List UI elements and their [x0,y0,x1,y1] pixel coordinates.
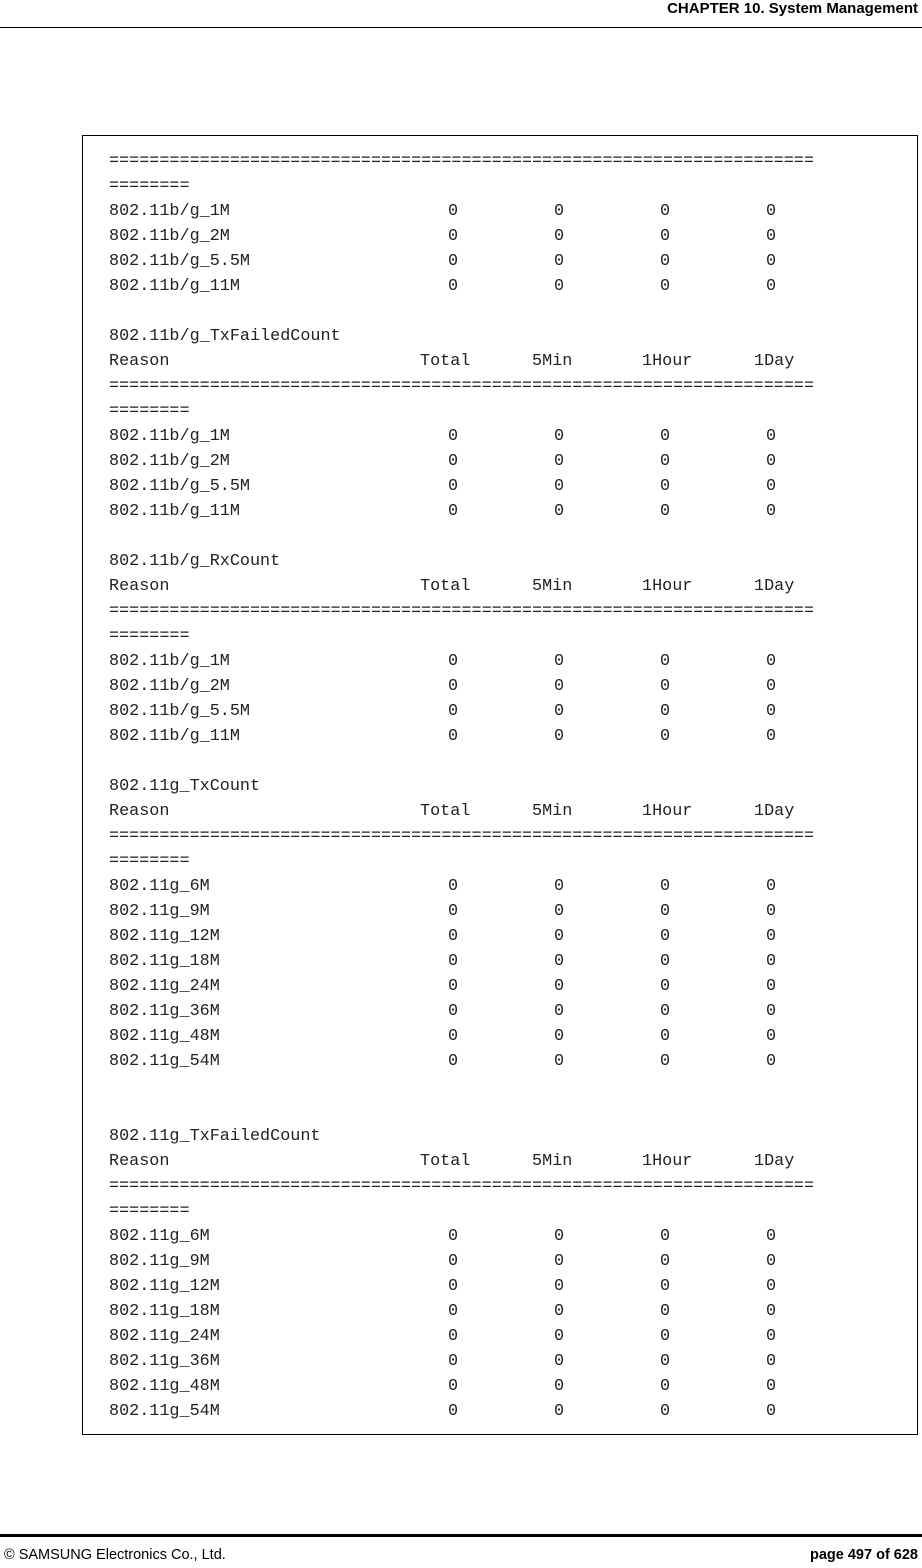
row-5min: 0 [554,1027,565,1046]
row-1hour: 0 [660,977,671,996]
row-1day: 0 [766,502,777,521]
row-5min: 0 [554,652,565,671]
table-row [109,1224,834,1249]
table-row [109,724,834,749]
row-total: 0 [448,477,459,496]
console-output-box [82,135,918,1435]
row-reason: 802.11b/g_1M [109,202,230,221]
row-1day: 0 [766,477,777,496]
table-row [109,874,834,899]
row-1hour: 0 [660,1002,671,1021]
column-header-reason: Reason [109,802,170,821]
row-1hour: 0 [660,477,671,496]
page-footer [0,1534,922,1568]
row-5min: 0 [554,1052,565,1071]
row-1hour: 0 [660,677,671,696]
row-1day: 0 [766,1052,777,1071]
column-header-row [109,1149,834,1174]
row-reason: 802.11b/g_5.5M [109,252,250,271]
blank-line [109,299,834,324]
row-total: 0 [448,1002,459,1021]
table-row [109,274,834,299]
table-row [109,1324,834,1349]
column-header-1day: 1Day [754,352,795,371]
row-1day: 0 [766,1377,777,1396]
blank-line [109,749,834,774]
row-reason: 802.11g_48M [109,1027,220,1046]
row-1day: 0 [766,1352,777,1371]
table-row [109,924,834,949]
separator-line: ====================================================================== [109,377,814,396]
row-1hour: 0 [660,702,671,721]
blank-line [109,524,834,549]
row-reason: 802.11g_6M [109,1227,210,1246]
row-1day: 0 [766,1252,777,1271]
row-reason: 802.11g_54M [109,1402,220,1421]
separator-line-wrap: ======== [109,627,190,646]
row-total: 0 [448,452,459,471]
column-header-total: Total [420,352,471,371]
table-row [109,449,834,474]
row-1day: 0 [766,927,777,946]
row-total: 0 [448,427,459,446]
row-reason: 802.11b/g_2M [109,227,230,246]
row-reason: 802.11b/g_1M [109,427,230,446]
section-title: 802.11g_TxFailedCount [109,1127,321,1146]
row-reason: 802.11g_24M [109,977,220,996]
row-1hour: 0 [660,202,671,221]
table-row [109,1024,834,1049]
row-reason: 802.11b/g_1M [109,652,230,671]
row-5min: 0 [554,202,565,221]
row-1hour: 0 [660,727,671,746]
row-1hour: 0 [660,1302,671,1321]
row-1day: 0 [766,977,777,996]
row-5min: 0 [554,252,565,271]
column-header-5min: 5Min [532,1152,573,1171]
column-header-1hour: 1Hour [642,352,693,371]
row-total: 0 [448,1252,459,1271]
row-1day: 0 [766,902,777,921]
table-row [109,1349,834,1374]
row-total: 0 [448,1277,459,1296]
row-reason: 802.11b/g_5.5M [109,702,250,721]
row-1day: 0 [766,427,777,446]
column-header-total: Total [420,1152,471,1171]
table-row [109,1049,834,1074]
row-reason: 802.11g_48M [109,1377,220,1396]
copyright-text: © SAMSUNG Electronics Co., Ltd. [4,1547,226,1563]
row-1hour: 0 [660,1252,671,1271]
row-reason: 802.11g_36M [109,1002,220,1021]
row-reason: 802.11b/g_11M [109,277,240,296]
column-header-total: Total [420,577,471,596]
row-reason: 802.11g_9M [109,1252,210,1271]
row-5min: 0 [554,1377,565,1396]
separator-line: ====================================================================== [109,827,814,846]
column-header-row [109,349,834,374]
row-total: 0 [448,1052,459,1071]
row-5min: 0 [554,1302,565,1321]
column-header-reason: Reason [109,352,170,371]
section-title: 802.11b/g_RxCount [109,552,281,571]
table-row [109,1274,834,1299]
row-1hour: 0 [660,252,671,271]
table-row [109,999,834,1024]
row-1day: 0 [766,227,777,246]
table-row [109,899,834,924]
column-header-1hour: 1Hour [642,802,693,821]
table-row [109,1299,834,1324]
table-row [109,499,834,524]
row-5min: 0 [554,452,565,471]
row-1day: 0 [766,1002,777,1021]
column-header-1hour: 1Hour [642,577,693,596]
row-total: 0 [448,702,459,721]
column-header-total: Total [420,802,471,821]
row-1hour: 0 [660,1377,671,1396]
row-reason: 802.11g_54M [109,1052,220,1071]
section-title: 802.11g_TxCount [109,777,261,796]
row-5min: 0 [554,1277,565,1296]
row-1day: 0 [766,1302,777,1321]
row-1hour: 0 [660,952,671,971]
separator-line: ====================================================================== [109,602,814,621]
row-1day: 0 [766,702,777,721]
row-total: 0 [448,902,459,921]
row-1day: 0 [766,1277,777,1296]
blank-line [109,1099,834,1124]
row-5min: 0 [554,477,565,496]
row-1hour: 0 [660,427,671,446]
row-5min: 0 [554,1352,565,1371]
row-5min: 0 [554,1227,565,1246]
row-reason: 802.11g_36M [109,1352,220,1371]
row-1day: 0 [766,1027,777,1046]
row-1day: 0 [766,877,777,896]
row-total: 0 [448,652,459,671]
row-reason: 802.11g_24M [109,1327,220,1346]
table-row [109,424,834,449]
console-output [109,149,834,1424]
column-header-1hour: 1Hour [642,1152,693,1171]
row-5min: 0 [554,877,565,896]
row-1day: 0 [766,277,777,296]
row-reason: 802.11g_18M [109,1302,220,1321]
row-1day: 0 [766,1402,777,1421]
row-total: 0 [448,1027,459,1046]
row-1hour: 0 [660,1052,671,1071]
section-title: 802.11b/g_TxFailedCount [109,327,341,346]
row-1hour: 0 [660,902,671,921]
row-total: 0 [448,927,459,946]
row-5min: 0 [554,952,565,971]
row-5min: 0 [554,1327,565,1346]
table-row [109,674,834,699]
row-total: 0 [448,1327,459,1346]
separator-line: ====================================================================== [109,152,814,171]
column-header-1day: 1Day [754,1152,795,1171]
row-reason: 802.11g_12M [109,927,220,946]
row-5min: 0 [554,1002,565,1021]
row-5min: 0 [554,227,565,246]
row-1hour: 0 [660,227,671,246]
row-1day: 0 [766,952,777,971]
page-header [0,0,922,28]
row-reason: 802.11g_6M [109,877,210,896]
page-number: page 497 of 628 [810,1547,918,1563]
row-total: 0 [448,977,459,996]
separator-line-wrap: ======== [109,1202,190,1221]
row-5min: 0 [554,727,565,746]
row-5min: 0 [554,502,565,521]
row-1day: 0 [766,452,777,471]
column-header-row [109,574,834,599]
row-total: 0 [448,502,459,521]
row-1hour: 0 [660,1352,671,1371]
table-row [109,699,834,724]
row-total: 0 [448,1352,459,1371]
row-5min: 0 [554,927,565,946]
row-reason: 802.11b/g_5.5M [109,477,250,496]
table-row [109,949,834,974]
table-row [109,249,834,274]
row-total: 0 [448,252,459,271]
row-5min: 0 [554,277,565,296]
row-1hour: 0 [660,1277,671,1296]
row-reason: 802.11g_12M [109,1277,220,1296]
row-1hour: 0 [660,1402,671,1421]
row-total: 0 [448,277,459,296]
column-header-1day: 1Day [754,577,795,596]
row-total: 0 [448,1402,459,1421]
row-1hour: 0 [660,927,671,946]
row-reason: 802.11b/g_11M [109,727,240,746]
row-total: 0 [448,1227,459,1246]
table-row [109,224,834,249]
column-header-5min: 5Min [532,577,573,596]
row-1day: 0 [766,202,777,221]
table-row [109,649,834,674]
table-row [109,974,834,999]
row-reason: 802.11b/g_2M [109,677,230,696]
row-total: 0 [448,877,459,896]
row-1hour: 0 [660,452,671,471]
row-5min: 0 [554,1402,565,1421]
row-1hour: 0 [660,652,671,671]
row-1day: 0 [766,252,777,271]
row-total: 0 [448,952,459,971]
blank-line [109,1074,834,1099]
row-total: 0 [448,677,459,696]
chapter-title: CHAPTER 10. System Management [667,0,918,17]
column-header-5min: 5Min [532,802,573,821]
separator-line-wrap: ======== [109,402,190,421]
row-5min: 0 [554,427,565,446]
column-header-5min: 5Min [532,352,573,371]
row-1hour: 0 [660,877,671,896]
row-total: 0 [448,1302,459,1321]
separator-line-wrap: ======== [109,852,190,871]
row-total: 0 [448,1377,459,1396]
column-header-row [109,799,834,824]
row-reason: 802.11b/g_2M [109,452,230,471]
row-1hour: 0 [660,1027,671,1046]
row-1hour: 0 [660,1327,671,1346]
row-total: 0 [448,202,459,221]
row-5min: 0 [554,677,565,696]
row-5min: 0 [554,1252,565,1271]
table-row [109,474,834,499]
row-total: 0 [448,727,459,746]
row-1hour: 0 [660,502,671,521]
row-1day: 0 [766,677,777,696]
row-1day: 0 [766,727,777,746]
column-header-1day: 1Day [754,802,795,821]
row-1hour: 0 [660,1227,671,1246]
table-row [109,1399,834,1424]
row-reason: 802.11g_9M [109,902,210,921]
row-1day: 0 [766,652,777,671]
column-header-reason: Reason [109,1152,170,1171]
table-row [109,1249,834,1274]
table-row [109,1374,834,1399]
column-header-reason: Reason [109,577,170,596]
row-reason: 802.11g_18M [109,952,220,971]
row-5min: 0 [554,902,565,921]
row-5min: 0 [554,977,565,996]
separator-line: ====================================================================== [109,1177,814,1196]
row-total: 0 [448,227,459,246]
row-1day: 0 [766,1227,777,1246]
table-row [109,199,834,224]
row-5min: 0 [554,702,565,721]
separator-line-wrap: ======== [109,177,190,196]
row-reason: 802.11b/g_11M [109,502,240,521]
row-1day: 0 [766,1327,777,1346]
row-1hour: 0 [660,277,671,296]
